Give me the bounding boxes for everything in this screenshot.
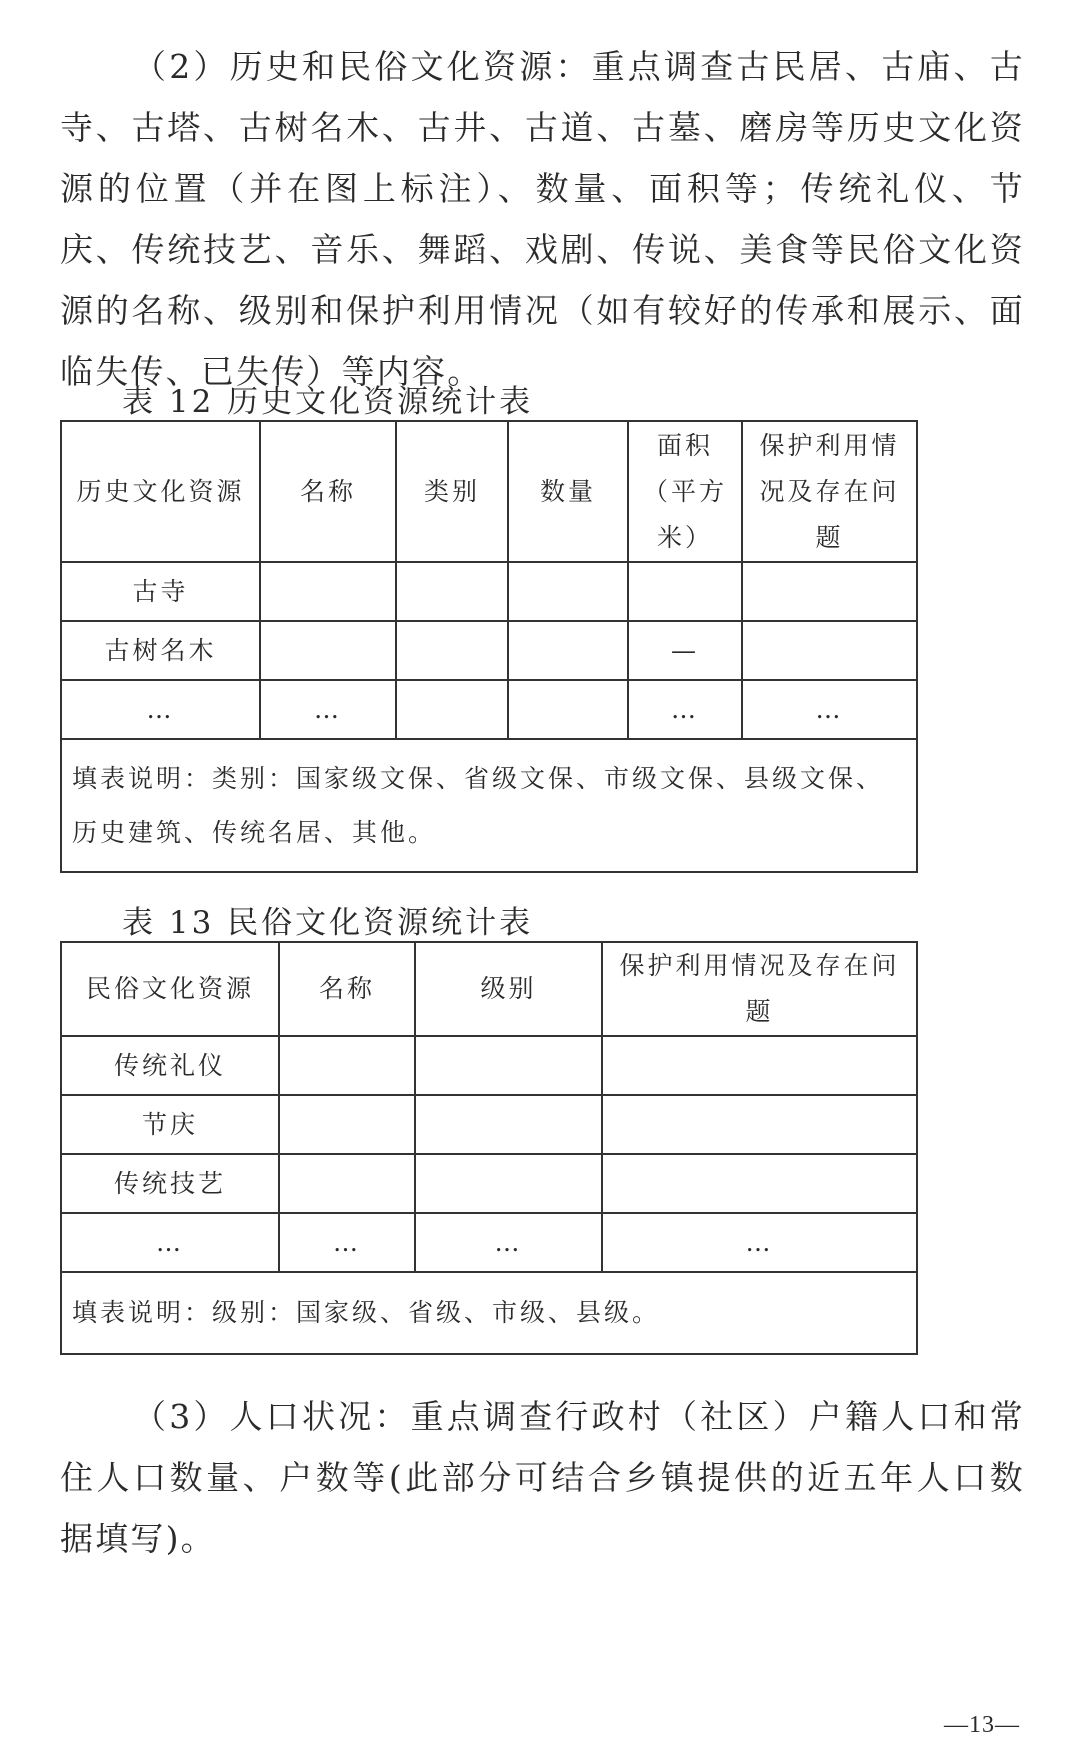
t13-header-name: 名称 <box>279 942 415 1036</box>
t13-header-protection: 保护利用情况及存在问题 <box>602 942 917 1036</box>
t12-header-protection: 保护利用情况及存在问题 <box>742 421 917 562</box>
t12-r2-c4: … <box>628 680 742 739</box>
section-3-text: （3）人口状况：重点调查行政村（社区）户籍人口和常住人口数量、户数等(此部分可结合乡镇提供的近五年人口数据填写)。 <box>60 1397 1025 1558</box>
t12-r0-c4 <box>628 562 742 621</box>
t13-r1-c2 <box>415 1095 602 1154</box>
t13-r0-c1 <box>279 1036 415 1095</box>
t12-r1-c1 <box>260 621 396 680</box>
t13-r2-c1 <box>279 1154 415 1213</box>
t13-r1-c3 <box>602 1095 917 1154</box>
section-3-paragraph <box>60 1386 1025 1569</box>
t13-r1-c1 <box>279 1095 415 1154</box>
table-13 <box>60 941 918 1355</box>
t13-header-resource: 民俗文化资源 <box>61 942 279 1036</box>
section-2-text: （2）历史和民俗文化资源：重点调查古民居、古庙、古寺、古塔、古树名木、古井、古道、古墓、磨房等历史文化资源的位置（并在图上标注）、数量、面积等；传统礼仪、节庆、传统技艺、音乐、舞蹈、戏剧、传说、美食等民俗文化资源的名称、级别和保护利用情况（如有较好的传承和展示、面临失传、已失传）等内容。 <box>60 47 1025 391</box>
t12-r2-c0: … <box>61 680 260 739</box>
t12-r0-c0: 古寺 <box>61 562 260 621</box>
table-row <box>61 1095 917 1154</box>
t12-r1-c3 <box>508 621 628 680</box>
table-row <box>61 562 917 621</box>
t13-r3-c1: … <box>279 1213 415 1272</box>
t12-r1-c5 <box>742 621 917 680</box>
table-13-header-row <box>61 942 917 1036</box>
section-2-paragraph <box>60 36 1025 402</box>
t13-r3-c2: … <box>415 1213 602 1272</box>
t13-r2-c0: 传统技艺 <box>61 1154 279 1213</box>
table-12-caption: 表 12 历史文化资源统计表 <box>122 384 534 420</box>
table-12 <box>60 420 918 873</box>
t13-r2-c2 <box>415 1154 602 1213</box>
t12-header-resource: 历史文化资源 <box>61 421 260 562</box>
table-row <box>61 1154 917 1213</box>
table-row <box>61 1036 917 1095</box>
t12-header-quantity: 数量 <box>508 421 628 562</box>
t13-r2-c3 <box>602 1154 917 1213</box>
t13-r3-c0: … <box>61 1213 279 1272</box>
t12-r1-c2 <box>396 621 508 680</box>
t13-r0-c0: 传统礼仪 <box>61 1036 279 1095</box>
t12-r2-c3 <box>508 680 628 739</box>
table-12-header-row <box>61 421 917 562</box>
t12-header-category: 类别 <box>396 421 508 562</box>
t12-r2-c2 <box>396 680 508 739</box>
t12-header-name: 名称 <box>260 421 396 562</box>
table-13-note-row <box>61 1272 917 1354</box>
table-row <box>61 680 917 739</box>
t12-header-area: 面积（平方米） <box>628 421 742 562</box>
t13-note: 填表说明：级别：国家级、省级、市级、县级。 <box>61 1272 917 1354</box>
t12-r1-c0: 古树名木 <box>61 621 260 680</box>
table-row <box>61 621 917 680</box>
t13-r3-c3: … <box>602 1213 917 1272</box>
t13-header-level: 级别 <box>415 942 602 1036</box>
t12-r0-c3 <box>508 562 628 621</box>
t12-r1-c4: — <box>628 621 742 680</box>
table-12-note-row <box>61 739 917 872</box>
t13-r0-c2 <box>415 1036 602 1095</box>
t12-note: 填表说明：类别：国家级文保、省级文保、市级文保、县级文保、历史建筑、传统名居、其他。 <box>61 739 917 872</box>
table-13-caption: 表 13 民俗文化资源统计表 <box>122 905 534 941</box>
t13-r1-c0: 节庆 <box>61 1095 279 1154</box>
t12-r0-c5 <box>742 562 917 621</box>
t12-r2-c1: … <box>260 680 396 739</box>
table-row <box>61 1213 917 1272</box>
t12-r0-c2 <box>396 562 508 621</box>
t13-r0-c3 <box>602 1036 917 1095</box>
t12-r2-c5: … <box>742 680 917 739</box>
page-number: —13— <box>944 1712 1020 1738</box>
t12-r0-c1 <box>260 562 396 621</box>
